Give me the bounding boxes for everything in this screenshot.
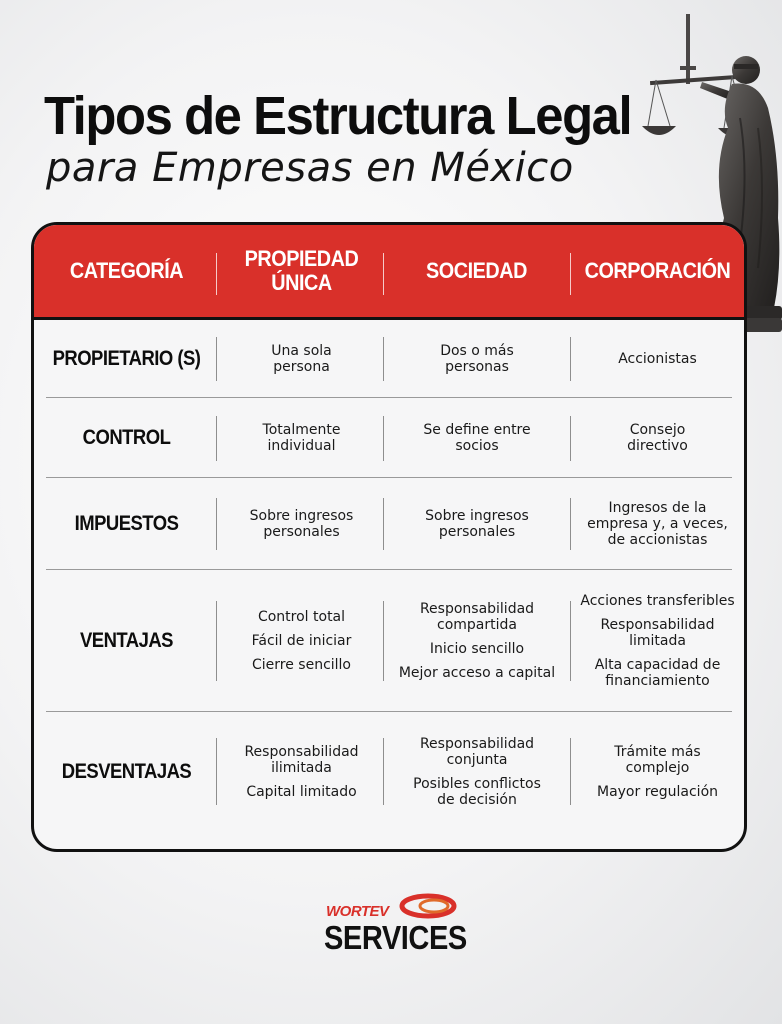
cell-item: Cierre sencillo [251, 657, 351, 673]
cell-item: Se define entre socios [423, 422, 531, 454]
table-row [34, 398, 744, 478]
cell-item: Responsabilidad ilimitada [244, 744, 359, 776]
row-category: VENTAJAS [79, 629, 173, 652]
table-cell [571, 712, 744, 832]
row-category: CONTROL [82, 426, 171, 449]
table-cell [219, 320, 384, 398]
cell-item: Responsabilidad conjunta [419, 736, 535, 768]
table-cell [219, 570, 384, 712]
table-cell [384, 478, 570, 570]
cell-item: Responsabilidad limitada [600, 617, 715, 649]
cell-item: Totalmente individual [262, 422, 341, 454]
cell-item: Mayor regulación [596, 784, 719, 800]
table-cell [571, 320, 744, 398]
cell-item: Una sola persona [271, 343, 332, 375]
table-cell [571, 398, 744, 478]
table-row [34, 712, 744, 832]
cell-item: Control total [257, 609, 346, 625]
row-category: IMPUESTOS [74, 512, 179, 535]
cell-item: Consejo directivo [627, 422, 688, 454]
table-row [34, 320, 744, 398]
logo-swoosh-icon [394, 893, 458, 919]
table-cell [384, 570, 570, 712]
wortev-services-logo [324, 893, 467, 959]
table-header [34, 225, 744, 320]
cell-item: Dos o más personas [440, 343, 514, 375]
cell-item: Posibles conflictos de decisión [413, 776, 541, 808]
table-cell [384, 320, 570, 398]
cell-item: Ingresos de la empresa y, a veces, de accionistas [587, 500, 728, 548]
table-row [34, 570, 744, 712]
table-cell [384, 712, 570, 832]
logo-bottom-text: SERVICES [324, 919, 467, 956]
table-cell [571, 478, 744, 570]
table-row [34, 478, 744, 570]
cell-item: Acciones transferibles [580, 593, 735, 609]
header-propiedad-unica: PROPIEDAD ÚNICA [244, 246, 359, 295]
table-cell [219, 478, 384, 570]
cell-item: Fácil de iniciar [251, 633, 352, 649]
cell-item: Accionistas [618, 351, 697, 367]
header-categoria: CATEGORÍA [69, 258, 184, 283]
table-cell [384, 398, 570, 478]
table-cell [219, 712, 384, 832]
logo-top-text: WORTEV [326, 903, 389, 920]
table-cell [219, 398, 384, 478]
page-subtitle: para Empresas en México [46, 145, 574, 191]
table-cell [571, 570, 744, 712]
cell-item: Responsabilidad compartida [419, 601, 535, 633]
cell-item: Trámite más complejo [614, 744, 701, 776]
comparison-table [31, 222, 747, 852]
cell-item: Inicio sencillo [429, 641, 525, 657]
cell-item: Sobre ingresos personales [425, 508, 529, 540]
cell-item: Capital limitado [246, 784, 357, 800]
cell-item: Mejor acceso a capital [398, 665, 556, 681]
row-category: DESVENTAJAS [61, 760, 192, 783]
row-category: PROPIETARIO (S) [52, 347, 201, 370]
page-title: Tipos de Estructura Legal [44, 86, 632, 146]
header-corporacion: CORPORACIÓN [584, 258, 731, 283]
header-sociedad: SOCIEDAD [426, 258, 527, 283]
cell-item: Sobre ingresos personales [249, 508, 354, 540]
cell-item: Alta capacidad de financiamiento [594, 657, 721, 689]
